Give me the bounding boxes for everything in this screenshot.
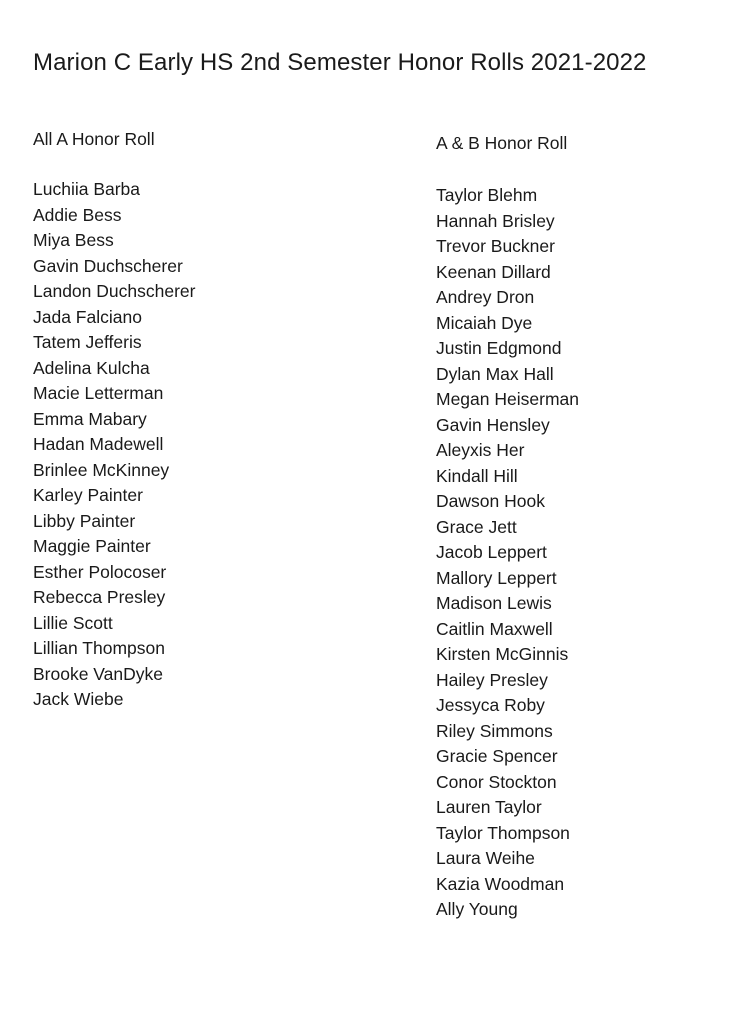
list-item: Justin Edgmond <box>436 338 562 358</box>
list-item: Mallory Leppert <box>436 567 557 588</box>
list-item: Dawson Hook <box>436 491 545 511</box>
all-a-honor-roll-section <box>33 127 195 713</box>
list-item: Lillian Thompson <box>33 638 165 658</box>
list-item: Dylan Max Hall <box>436 363 554 384</box>
list-item: Andrey Dron <box>436 287 535 307</box>
list-item: Miya Bess <box>33 230 114 250</box>
list-item: Brinlee McKinney <box>33 459 170 480</box>
all-a-honor-roll-heading: All A Honor Roll <box>33 129 155 149</box>
list-item: Macie Letterman <box>33 383 164 403</box>
list-item: Caitlin Maxwell <box>436 618 553 639</box>
list-item: Esther Polocoser <box>33 561 167 582</box>
list-item: Gavin Hensley <box>436 414 550 435</box>
a-and-b-honor-roll-section <box>436 131 579 923</box>
list-item: Jacob Leppert <box>436 542 547 562</box>
list-item: Taylor Blehm <box>436 185 538 205</box>
list-item: Madison Lewis <box>436 593 552 613</box>
list-item: Ally Young <box>436 899 518 919</box>
list-item: Keenan Dillard <box>436 261 551 282</box>
list-item: Luchiia Barba <box>33 179 141 199</box>
list-item: Laura Weihe <box>436 848 535 868</box>
list-item: Rebecca Presley <box>33 587 166 607</box>
list-item: Taylor Thompson <box>436 822 570 843</box>
list-item: Grace Jett <box>436 516 517 537</box>
list-item: Tatem Jefferis <box>33 332 142 352</box>
list-item: Landon Duchscherer <box>33 281 196 301</box>
list-item: Conor Stockton <box>436 771 557 792</box>
list-item: Kazia Woodman <box>436 873 565 894</box>
list-item: Lauren Taylor <box>436 797 542 817</box>
list-item: Kindall Hill <box>436 465 518 486</box>
list-item: Hailey Presley <box>436 669 548 690</box>
list-item: Libby Painter <box>33 510 136 531</box>
list-item: Adelina Kulcha <box>33 357 150 378</box>
list-item: Hannah Brisley <box>436 210 555 231</box>
list-item: Aleyxis Her <box>436 440 525 460</box>
list-item: Gavin Duchscherer <box>33 255 183 276</box>
a-and-b-name-list <box>436 183 579 923</box>
list-item: Gracie Spencer <box>436 746 558 766</box>
list-item: Hadan Madewell <box>33 434 164 454</box>
list-item: Jessyca Roby <box>436 695 545 715</box>
list-item: Kirsten McGinnis <box>436 644 569 664</box>
list-item: Addie Bess <box>33 204 122 225</box>
list-item: Brooke VanDyke <box>33 663 164 684</box>
list-item: Jada Falciano <box>33 306 142 327</box>
list-item: Jack Wiebe <box>33 689 124 709</box>
list-item: Megan Heiserman <box>436 389 579 409</box>
list-item: Trevor Buckner <box>436 236 555 256</box>
page-title: Marion C Early HS 2nd Semester Honor Rolls 2021-2022 <box>33 49 647 76</box>
list-item: Lillie Scott <box>33 612 113 633</box>
a-and-b-honor-roll-heading: A & B Honor Roll <box>436 133 568 153</box>
list-item: Maggie Painter <box>33 536 151 556</box>
list-item: Micaiah Dye <box>436 312 533 333</box>
list-item: Karley Painter <box>33 485 143 505</box>
list-item: Riley Simmons <box>436 720 553 741</box>
all-a-name-list <box>33 177 195 713</box>
list-item: Emma Mabary <box>33 408 147 429</box>
